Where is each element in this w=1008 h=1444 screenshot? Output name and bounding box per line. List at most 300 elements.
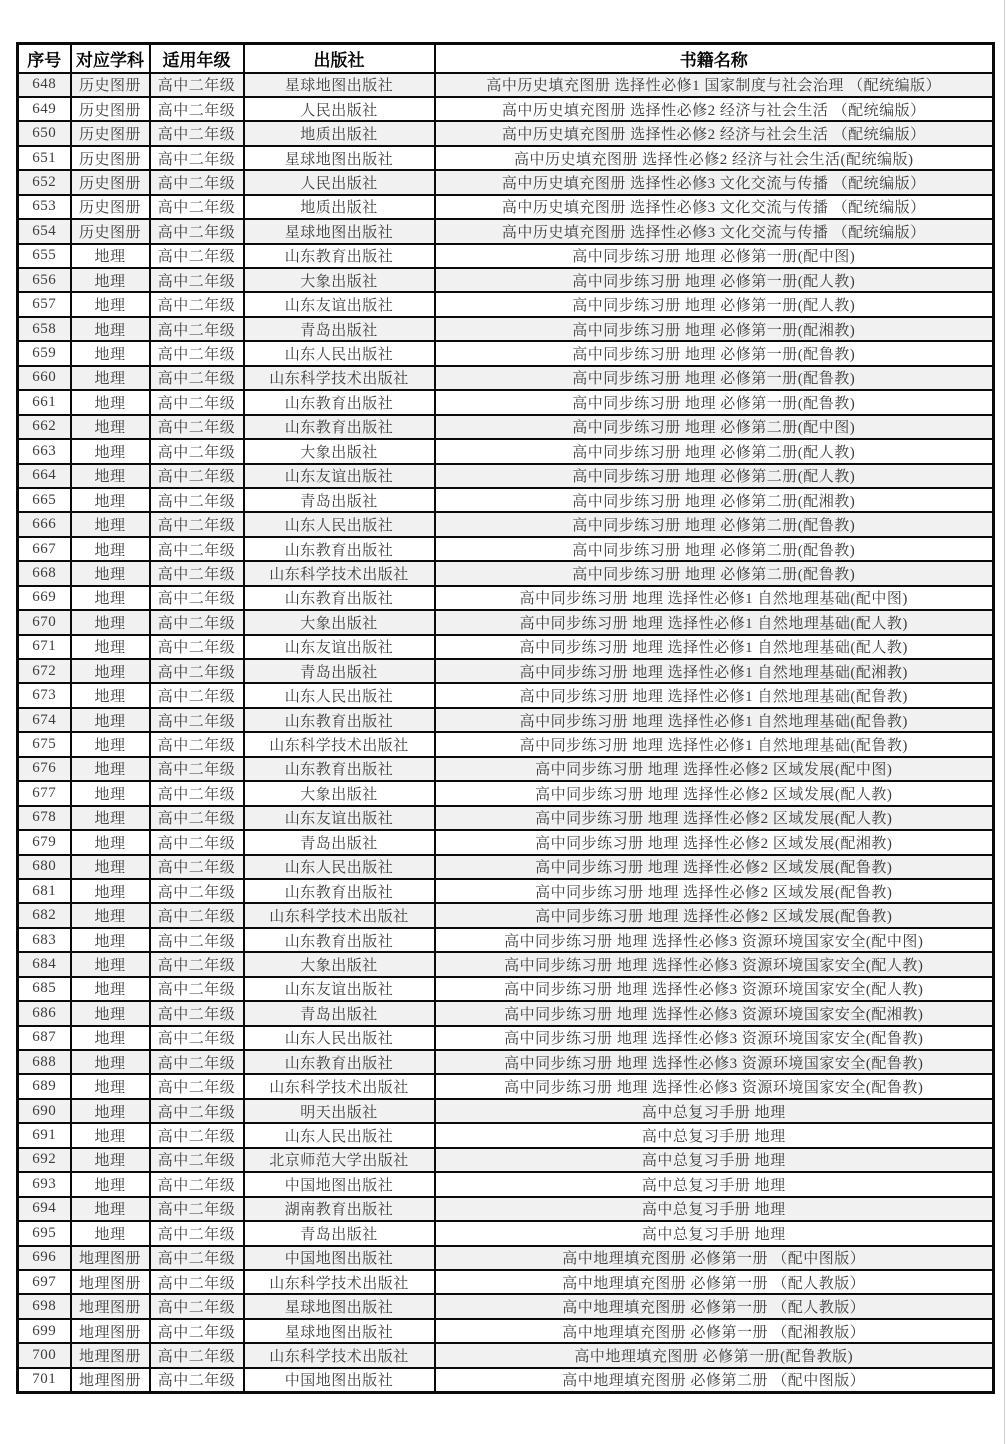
cell-serial-number: 651 [18,146,71,170]
table-row [18,268,994,292]
cell-grade: 高中二年级 [150,1026,244,1050]
table-row [18,73,994,97]
cell-serial-number: 680 [18,855,71,879]
table-row [18,1123,994,1147]
cell-book-title: 高中同步练习册 地理 选择性必修1 自然地理基础(配鲁教) [435,732,994,756]
cell-publisher: 星球地图出版社 [244,1294,435,1318]
cell-serial-number: 692 [18,1148,71,1172]
cell-publisher: 山东科学技术出版社 [244,903,435,927]
table-row [18,244,994,268]
table-row [18,1343,994,1367]
cell-serial-number: 663 [18,439,71,463]
cell-book-title: 高中同步练习册 地理 选择性必修3 资源环境国家安全(配中图) [435,928,994,952]
table-row [18,1001,994,1025]
table-row [18,561,994,585]
cell-grade: 高中二年级 [150,1270,244,1294]
cell-serial-number: 648 [18,73,71,97]
cell-publisher: 星球地图出版社 [244,73,435,97]
cell-subject: 地理 [71,341,150,365]
cell-book-title: 高中同步练习册 地理 选择性必修2 区域发展(配鲁教) [435,855,994,879]
cell-book-title: 高中总复习手册 地理 [435,1123,994,1147]
cell-subject: 地理 [71,806,150,830]
cell-book-title: 高中历史填充图册 选择性必修2 经济与社会生活 （配统编版） [435,121,994,145]
table-row [18,170,994,194]
table-row [18,1074,994,1098]
cell-grade: 高中二年级 [150,341,244,365]
table-row [18,390,994,414]
cell-serial-number: 657 [18,292,71,316]
cell-book-title: 高中总复习手册 地理 [435,1172,994,1196]
table-row [18,366,994,390]
cell-publisher: 大象出版社 [244,952,435,976]
cell-serial-number: 661 [18,390,71,414]
cell-publisher: 星球地图出版社 [244,146,435,170]
cell-subject: 地理 [71,683,150,707]
cell-book-title: 高中同步练习册 地理 选择性必修2 区域发展(配人教) [435,781,994,805]
cell-publisher: 山东友谊出版社 [244,806,435,830]
table-row [18,1050,994,1074]
cell-book-title: 高中同步练习册 地理 选择性必修2 区域发展(配人教) [435,806,994,830]
cell-subject: 地理 [71,586,150,610]
cell-publisher: 青岛出版社 [244,659,435,683]
cell-serial-number: 672 [18,659,71,683]
cell-serial-number: 678 [18,806,71,830]
table-row [18,1319,994,1343]
table-row [18,219,994,243]
cell-book-title: 高中地理填充图册 必修第二册 （配中图版） [435,1368,994,1392]
cell-grade: 高中二年级 [150,244,244,268]
page-edge-line [1004,0,1005,1444]
cell-book-title: 高中同步练习册 地理 选择性必修3 资源环境国家安全(配鲁教) [435,1026,994,1050]
table-row [18,659,994,683]
cell-publisher: 山东教育出版社 [244,928,435,952]
cell-subject: 地理图册 [71,1368,150,1392]
cell-book-title: 高中历史填充图册 选择性必修1 国家制度与社会治理 （配统编版） [435,73,994,97]
cell-book-title: 高中地理填充图册 必修第一册(配鲁教版) [435,1343,994,1367]
cell-book-title: 高中同步练习册 地理 选择性必修1 自然地理基础(配鲁教) [435,708,994,732]
cell-book-title: 高中同步练习册 地理 必修第二册(配人教) [435,464,994,488]
table-row [18,586,994,610]
cell-publisher: 山东友谊出版社 [244,977,435,1001]
cell-grade: 高中二年级 [150,488,244,512]
cell-serial-number: 698 [18,1294,71,1318]
cell-book-title: 高中同步练习册 地理 选择性必修3 资源环境国家安全(配人教) [435,952,994,976]
cell-book-title: 高中总复习手册 地理 [435,1221,994,1245]
cell-book-title: 高中总复习手册 地理 [435,1148,994,1172]
cell-serial-number: 668 [18,561,71,585]
cell-book-title: 高中同步练习册 地理 必修第一册(配中图) [435,244,994,268]
cell-subject: 历史图册 [71,195,150,219]
table-row [18,635,994,659]
cell-book-title: 高中同步练习册 地理 必修第一册(配鲁教) [435,366,994,390]
table-row [18,1172,994,1196]
cell-serial-number: 660 [18,366,71,390]
cell-grade: 高中二年级 [150,1050,244,1074]
table-row [18,537,994,561]
cell-grade: 高中二年级 [150,1001,244,1025]
cell-publisher: 山东人民出版社 [244,855,435,879]
cell-subject: 地理 [71,488,150,512]
cell-publisher: 山东教育出版社 [244,415,435,439]
table-row [18,879,994,903]
table-row [18,415,994,439]
cell-book-title: 高中同步练习册 地理 必修第二册(配人教) [435,439,994,463]
cell-serial-number: 654 [18,219,71,243]
cell-publisher: 星球地图出版社 [244,1319,435,1343]
cell-publisher: 山东人民出版社 [244,1026,435,1050]
table-row [18,855,994,879]
cell-subject: 地理 [71,928,150,952]
cell-subject: 历史图册 [71,121,150,145]
cell-subject: 地理 [71,512,150,536]
cell-subject: 地理 [71,561,150,585]
cell-subject: 地理 [71,1221,150,1245]
table-row [18,317,994,341]
cell-subject: 地理 [71,952,150,976]
cell-book-title: 高中同步练习册 地理 必修第一册(配人教) [435,292,994,316]
cell-grade: 高中二年级 [150,195,244,219]
cell-publisher: 山东友谊出版社 [244,635,435,659]
cell-serial-number: 694 [18,1197,71,1221]
cell-publisher: 大象出版社 [244,268,435,292]
cell-grade: 高中二年级 [150,952,244,976]
table-row [18,903,994,927]
cell-publisher: 人民出版社 [244,97,435,121]
cell-subject: 历史图册 [71,97,150,121]
cell-book-title: 高中同步练习册 地理 选择性必修1 自然地理基础(配湘教) [435,659,994,683]
cell-book-title: 高中历史填充图册 选择性必修2 经济与社会生活 （配统编版） [435,97,994,121]
cell-subject: 地理 [71,708,150,732]
cell-grade: 高中二年级 [150,855,244,879]
cell-serial-number: 701 [18,1368,71,1392]
table-row [18,146,994,170]
cell-grade: 高中二年级 [150,683,244,707]
cell-grade: 高中二年级 [150,97,244,121]
cell-book-title: 高中同步练习册 地理 选择性必修1 自然地理基础(配中图) [435,586,994,610]
cell-serial-number: 688 [18,1050,71,1074]
cell-grade: 高中二年级 [150,317,244,341]
cell-publisher: 地质出版社 [244,121,435,145]
cell-publisher: 青岛出版社 [244,317,435,341]
cell-grade: 高中二年级 [150,1197,244,1221]
cell-publisher: 山东人民出版社 [244,683,435,707]
cell-serial-number: 681 [18,879,71,903]
cell-publisher: 山东科学技术出版社 [244,732,435,756]
table-row [18,781,994,805]
cell-grade: 高中二年级 [150,1368,244,1392]
cell-book-title: 高中同步练习册 地理 必修第二册(配湘教) [435,488,994,512]
cell-subject: 地理 [71,1050,150,1074]
cell-publisher: 山东教育出版社 [244,879,435,903]
cell-grade: 高中二年级 [150,561,244,585]
table-row [18,952,994,976]
table-row [18,757,994,781]
cell-serial-number: 659 [18,341,71,365]
table-row [18,439,994,463]
cell-subject: 地理 [71,537,150,561]
cell-serial-number: 652 [18,170,71,194]
cell-subject: 地理图册 [71,1270,150,1294]
cell-book-title: 高中同步练习册 地理 选择性必修2 区域发展(配湘教) [435,830,994,854]
cell-book-title: 高中总复习手册 地理 [435,1099,994,1123]
cell-publisher: 大象出版社 [244,781,435,805]
table-row [18,488,994,512]
cell-serial-number: 675 [18,732,71,756]
cell-serial-number: 684 [18,952,71,976]
cell-subject: 地理 [71,244,150,268]
table-row [18,341,994,365]
cell-grade: 高中二年级 [150,268,244,292]
header-subject: 对应学科 [71,44,150,73]
cell-publisher: 山东教育出版社 [244,1050,435,1074]
cell-book-title: 高中历史填充图册 选择性必修3 文化交流与传播 （配统编版） [435,170,994,194]
cell-grade: 高中二年级 [150,830,244,854]
cell-serial-number: 699 [18,1319,71,1343]
cell-grade: 高中二年级 [150,537,244,561]
cell-subject: 地理 [71,415,150,439]
cell-book-title: 高中同步练习册 地理 选择性必修2 区域发展(配鲁教) [435,903,994,927]
table-row [18,1197,994,1221]
cell-publisher: 青岛出版社 [244,488,435,512]
cell-book-title: 高中总复习手册 地理 [435,1197,994,1221]
cell-grade: 高中二年级 [150,1319,244,1343]
cell-serial-number: 667 [18,537,71,561]
cell-publisher: 山东教育出版社 [244,757,435,781]
cell-serial-number: 656 [18,268,71,292]
cell-publisher: 山东教育出版社 [244,586,435,610]
cell-publisher: 中国地图出版社 [244,1172,435,1196]
header-publisher: 出版社 [244,44,435,73]
cell-subject: 地理 [71,903,150,927]
cell-subject: 地理 [71,1148,150,1172]
cell-serial-number: 676 [18,757,71,781]
cell-serial-number: 666 [18,512,71,536]
cell-grade: 高中二年级 [150,1343,244,1367]
cell-publisher: 青岛出版社 [244,1221,435,1245]
cell-serial-number: 693 [18,1172,71,1196]
cell-subject: 历史图册 [71,146,150,170]
cell-subject: 地理 [71,635,150,659]
cell-publisher: 地质出版社 [244,195,435,219]
cell-grade: 高中二年级 [150,806,244,830]
cell-grade: 高中二年级 [150,292,244,316]
cell-book-title: 高中同步练习册 地理 选择性必修1 自然地理基础(配人教) [435,610,994,634]
cell-publisher: 山东人民出版社 [244,341,435,365]
cell-serial-number: 686 [18,1001,71,1025]
cell-subject: 地理图册 [71,1343,150,1367]
cell-serial-number: 696 [18,1246,71,1270]
cell-serial-number: 673 [18,683,71,707]
table-row [18,708,994,732]
cell-publisher: 青岛出版社 [244,830,435,854]
cell-subject: 地理 [71,317,150,341]
table-row [18,1221,994,1245]
cell-serial-number: 671 [18,635,71,659]
cell-publisher: 山东教育出版社 [244,708,435,732]
cell-book-title: 高中同步练习册 地理 选择性必修3 资源环境国家安全(配鲁教) [435,1050,994,1074]
cell-publisher: 山东科学技术出版社 [244,1074,435,1098]
cell-serial-number: 683 [18,928,71,952]
cell-subject: 历史图册 [71,73,150,97]
book-list-table [16,42,995,1394]
cell-subject: 地理 [71,292,150,316]
cell-subject: 地理 [71,439,150,463]
cell-book-title: 高中地理填充图册 必修第一册 （配湘教版） [435,1319,994,1343]
cell-serial-number: 658 [18,317,71,341]
cell-book-title: 高中同步练习册 地理 必修第一册(配湘教) [435,317,994,341]
cell-book-title: 高中同步练习册 地理 选择性必修1 自然地理基础(配人教) [435,635,994,659]
cell-serial-number: 655 [18,244,71,268]
table-row [18,830,994,854]
cell-grade: 高中二年级 [150,610,244,634]
cell-grade: 高中二年级 [150,708,244,732]
cell-publisher: 山东教育出版社 [244,244,435,268]
cell-subject: 地理 [71,659,150,683]
cell-subject: 地理 [71,1123,150,1147]
cell-book-title: 高中地理填充图册 必修第一册 （配人教版） [435,1270,994,1294]
cell-publisher: 山东友谊出版社 [244,464,435,488]
cell-grade: 高中二年级 [150,903,244,927]
cell-grade: 高中二年级 [150,439,244,463]
cell-serial-number: 687 [18,1026,71,1050]
cell-subject: 地理 [71,268,150,292]
cell-grade: 高中二年级 [150,1246,244,1270]
cell-grade: 高中二年级 [150,1172,244,1196]
cell-grade: 高中二年级 [150,170,244,194]
cell-serial-number: 682 [18,903,71,927]
cell-serial-number: 677 [18,781,71,805]
cell-grade: 高中二年级 [150,219,244,243]
table-header [18,44,994,73]
cell-grade: 高中二年级 [150,659,244,683]
cell-grade: 高中二年级 [150,977,244,1001]
cell-subject: 地理 [71,366,150,390]
table-row [18,292,994,316]
cell-grade: 高中二年级 [150,781,244,805]
cell-book-title: 高中地理填充图册 必修第一册 （配人教版） [435,1294,994,1318]
cell-publisher: 山东科学技术出版社 [244,366,435,390]
cell-grade: 高中二年级 [150,1221,244,1245]
cell-serial-number: 695 [18,1221,71,1245]
cell-book-title: 高中历史填充图册 选择性必修2 经济与社会生活(配统编版) [435,146,994,170]
table-row [18,1099,994,1123]
cell-serial-number: 670 [18,610,71,634]
cell-grade: 高中二年级 [150,512,244,536]
cell-subject: 地理 [71,1001,150,1025]
cell-publisher: 明天出版社 [244,1099,435,1123]
cell-grade: 高中二年级 [150,732,244,756]
cell-subject: 地理 [71,1026,150,1050]
cell-serial-number: 690 [18,1099,71,1123]
cell-publisher: 中国地图出版社 [244,1368,435,1392]
cell-subject: 地理 [71,879,150,903]
header-book-title: 书籍名称 [435,44,994,73]
cell-publisher: 青岛出版社 [244,1001,435,1025]
cell-subject: 地理 [71,610,150,634]
cell-serial-number: 697 [18,1270,71,1294]
table-row [18,1246,994,1270]
cell-subject: 历史图册 [71,170,150,194]
cell-publisher: 中国地图出版社 [244,1246,435,1270]
cell-subject: 地理 [71,977,150,1001]
cell-book-title: 高中同步练习册 地理 必修第二册(配中图) [435,415,994,439]
table-row [18,928,994,952]
cell-book-title: 高中同步练习册 地理 选择性必修3 资源环境国家安全(配人教) [435,977,994,1001]
cell-publisher: 山东科学技术出版社 [244,561,435,585]
cell-subject: 地理 [71,781,150,805]
cell-subject: 地理 [71,390,150,414]
cell-grade: 高中二年级 [150,464,244,488]
cell-publisher: 湖南教育出版社 [244,1197,435,1221]
table-row [18,464,994,488]
cell-book-title: 高中同步练习册 地理 必修第二册(配鲁教) [435,512,994,536]
cell-grade: 高中二年级 [150,366,244,390]
header-grade: 适用年级 [150,44,244,73]
table-row [18,1368,994,1392]
cell-publisher: 山东教育出版社 [244,537,435,561]
cell-publisher: 山东科学技术出版社 [244,1270,435,1294]
cell-book-title: 高中同步练习册 地理 必修第二册(配鲁教) [435,561,994,585]
cell-book-title: 高中同步练习册 地理 选择性必修3 资源环境国家安全(配鲁教) [435,1074,994,1098]
cell-grade: 高中二年级 [150,586,244,610]
cell-subject: 地理 [71,1074,150,1098]
cell-book-title: 高中历史填充图册 选择性必修3 文化交流与传播 （配统编版） [435,219,994,243]
cell-publisher: 山东友谊出版社 [244,292,435,316]
cell-subject: 地理 [71,757,150,781]
cell-serial-number: 679 [18,830,71,854]
table-row [18,512,994,536]
table-row [18,195,994,219]
cell-grade: 高中二年级 [150,415,244,439]
cell-grade: 高中二年级 [150,146,244,170]
header-serial-number: 序号 [18,44,71,73]
table-row [18,1026,994,1050]
cell-subject: 地理图册 [71,1319,150,1343]
cell-publisher: 北京师范大学出版社 [244,1148,435,1172]
cell-subject: 地理 [71,1099,150,1123]
table-row [18,97,994,121]
table-row [18,1148,994,1172]
cell-publisher: 人民出版社 [244,170,435,194]
cell-grade: 高中二年级 [150,1074,244,1098]
cell-subject: 地理图册 [71,1294,150,1318]
cell-book-title: 高中历史填充图册 选择性必修3 文化交流与传播 （配统编版） [435,195,994,219]
cell-book-title: 高中同步练习册 地理 必修第一册(配鲁教) [435,341,994,365]
table-row [18,977,994,1001]
cell-book-title: 高中同步练习册 地理 选择性必修1 自然地理基础(配鲁教) [435,683,994,707]
cell-publisher: 山东人民出版社 [244,1123,435,1147]
cell-grade: 高中二年级 [150,928,244,952]
cell-serial-number: 700 [18,1343,71,1367]
cell-grade: 高中二年级 [150,121,244,145]
cell-publisher: 大象出版社 [244,610,435,634]
table-row [18,732,994,756]
cell-serial-number: 662 [18,415,71,439]
cell-serial-number: 674 [18,708,71,732]
table-row [18,610,994,634]
cell-serial-number: 664 [18,464,71,488]
cell-subject: 地理图册 [71,1246,150,1270]
cell-serial-number: 669 [18,586,71,610]
cell-book-title: 高中同步练习册 地理 选择性必修2 区域发展(配鲁教) [435,879,994,903]
cell-subject: 历史图册 [71,219,150,243]
cell-publisher: 大象出版社 [244,439,435,463]
cell-publisher: 星球地图出版社 [244,219,435,243]
cell-grade: 高中二年级 [150,1294,244,1318]
table-body [18,73,994,1393]
cell-grade: 高中二年级 [150,1148,244,1172]
cell-grade: 高中二年级 [150,879,244,903]
